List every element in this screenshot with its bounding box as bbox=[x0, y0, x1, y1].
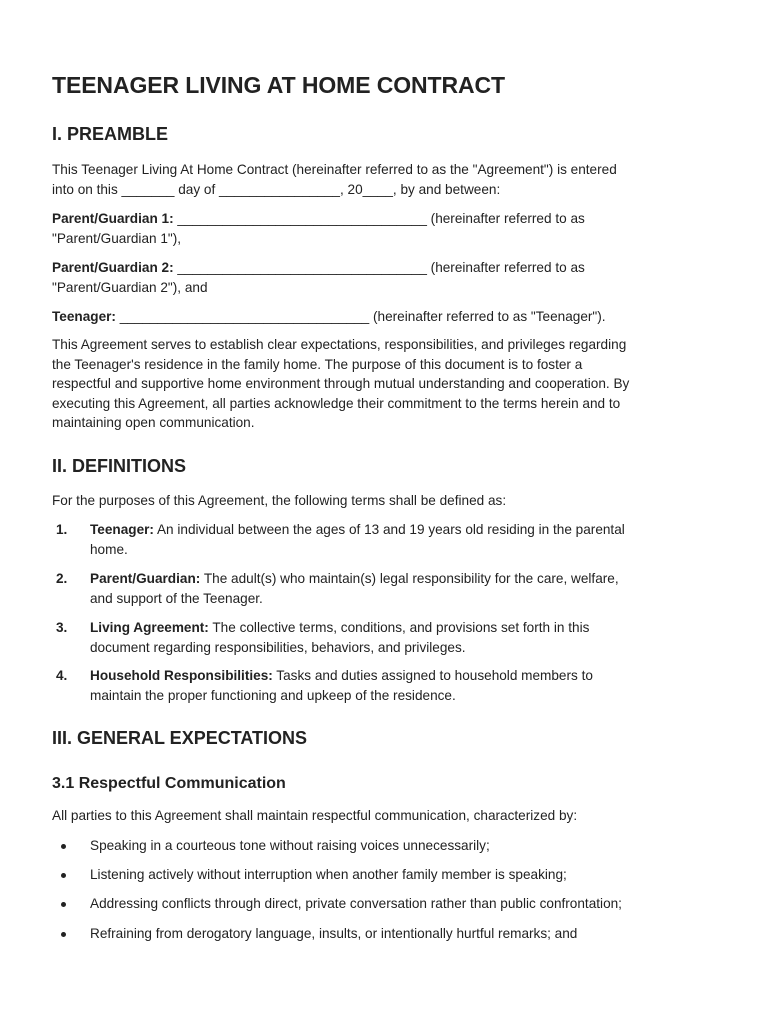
purpose-line: executing this Agreement, all parties acknowledge their commitment to the terms herein and to bbox=[52, 395, 621, 411]
definition-text: The adult(s) who maintain(s) legal responsibility for the care, welfare, bbox=[200, 571, 619, 586]
bullet-icon bbox=[61, 902, 66, 907]
bullet-text: Addressing conflicts through direct, private conversation rather than public confrontation; bbox=[90, 896, 622, 911]
parent2-alias: "Parent/Guardian 2"), and bbox=[52, 279, 208, 295]
definition-text: home. bbox=[90, 541, 128, 557]
definitions-intro: For the purposes of this Agreement, the following terms shall be defined as: bbox=[52, 493, 507, 508]
definition-term: Living Agreement: bbox=[90, 620, 209, 635]
definition-number: 1. bbox=[56, 522, 68, 537]
bullet-text: Speaking in a courteous tone without raising voices unnecessarily; bbox=[90, 838, 490, 853]
parent1-clause bbox=[52, 209, 720, 248]
parent2-clause bbox=[52, 258, 720, 297]
purpose-line: respectful and supportive home environment through mutual understanding and cooperation. By bbox=[52, 376, 630, 391]
definition-text: An individual between the ages of 13 and 19 years old residing in the parental bbox=[153, 522, 625, 537]
definition-text: The collective terms, conditions, and provisions set forth in this bbox=[208, 620, 590, 635]
parent1-alias: "Parent/Guardian 1"), bbox=[52, 230, 182, 246]
teenager-label: Teenager: bbox=[52, 309, 116, 324]
preamble-purpose bbox=[52, 335, 720, 433]
document-title: TEENAGER LIVING AT HOME CONTRACT bbox=[52, 72, 505, 98]
teenager-clause bbox=[52, 307, 720, 327]
bullet-icon bbox=[61, 932, 66, 937]
section-heading-definitions: II. DEFINITIONS bbox=[52, 456, 187, 476]
definition-term: Teenager: bbox=[90, 522, 154, 537]
bullet-text: Refraining from derogatory language, insults, or intentionally hurtful remarks; and bbox=[90, 926, 578, 941]
bullet-icon bbox=[61, 844, 66, 849]
definition-text: document regarding responsibilities, behaviors, and privileges. bbox=[90, 639, 466, 655]
preamble-intro-line: This Teenager Living At Home Contract (hereinafter referred to as the "Agreement") is entered bbox=[52, 162, 617, 177]
teenager-blank: _________________________________ (hereinafter referred to as "Teenager"). bbox=[115, 309, 606, 324]
subsection-heading-respectful-communication: 3.1 Respectful Communication bbox=[52, 775, 286, 792]
definition-number: 4. bbox=[56, 668, 68, 683]
purpose-line: the Teenager's residence in the family home. The purpose of this document is to foster a bbox=[52, 356, 583, 372]
definition-number: 3. bbox=[56, 620, 68, 635]
definition-item bbox=[52, 520, 720, 560]
definition-text: and support of the Teenager. bbox=[90, 590, 263, 606]
definition-text: maintain the proper functioning and upkeep of the residence. bbox=[90, 687, 456, 703]
section-heading-general-expectations: III. GENERAL EXPECTATIONS bbox=[52, 728, 308, 748]
definition-item bbox=[52, 618, 720, 658]
parent2-blank: _________________________________ (hereinafter referred to as bbox=[173, 260, 585, 275]
purpose-line: maintaining open communication. bbox=[52, 415, 255, 430]
parent2-label: Parent/Guardian 2: bbox=[52, 260, 174, 275]
definition-item bbox=[52, 569, 720, 609]
definition-text: Tasks and duties assigned to household members to bbox=[272, 668, 593, 683]
bullet-icon bbox=[61, 873, 66, 878]
definition-item bbox=[52, 666, 720, 706]
purpose-line: This Agreement serves to establish clear expectations, responsibilities, and privileges regarding bbox=[52, 337, 627, 352]
respectful-communication-intro: All parties to this Agreement shall maintain respectful communication, characterized by: bbox=[52, 808, 578, 823]
parent1-label: Parent/Guardian 1: bbox=[52, 211, 174, 226]
preamble-intro bbox=[52, 160, 720, 199]
bullet-text: Listening actively without interruption when another family member is speaking; bbox=[90, 867, 567, 882]
section-heading-preamble: I. PREAMBLE bbox=[52, 124, 169, 144]
preamble-intro-line: into on this _______ day of ________________, 20____, by and between: bbox=[52, 181, 501, 197]
definition-term: Parent/Guardian: bbox=[90, 571, 201, 586]
parent1-blank: _________________________________ (hereinafter referred to as bbox=[173, 211, 585, 226]
definition-term: Household Responsibilities: bbox=[90, 668, 273, 683]
definition-number: 2. bbox=[56, 571, 68, 586]
